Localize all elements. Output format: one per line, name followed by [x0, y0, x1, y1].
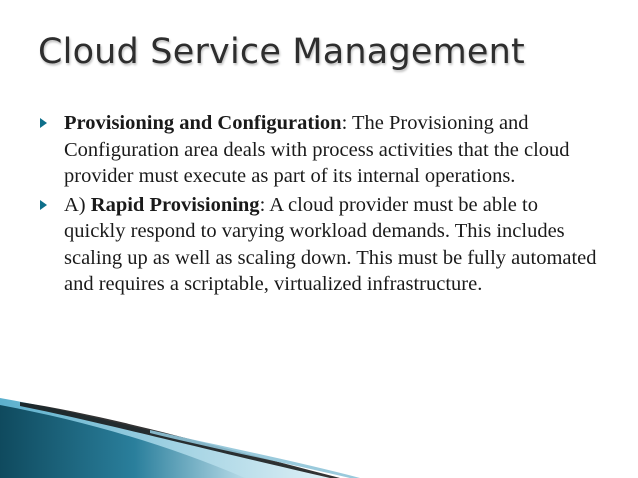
arrow-right-bullet-icon	[40, 118, 47, 128]
bullet-text: : The Provisioning and Configuration area deals with process activities that the cloud provider must execute as part of its internal operations.	[64, 112, 570, 187]
bullet-item	[40, 110, 600, 190]
arrow-right-bullet-icon	[40, 200, 47, 210]
bullet-list	[40, 110, 600, 300]
bullet-heading: Rapid Provisioning	[90, 193, 260, 216]
slide-title: Cloud Service Management	[38, 32, 525, 72]
bullet-lead: A)	[64, 193, 91, 216]
bullet-item	[40, 192, 600, 298]
bullet-text: : A cloud provider must be able to quickly respond to varying workload demands. This includes scaling up as well as scaling down. This must be fully automated and requires a scriptable, virtualized infrastructure.	[64, 193, 597, 295]
bullet-heading: Provisioning and Configuration	[64, 112, 342, 134]
